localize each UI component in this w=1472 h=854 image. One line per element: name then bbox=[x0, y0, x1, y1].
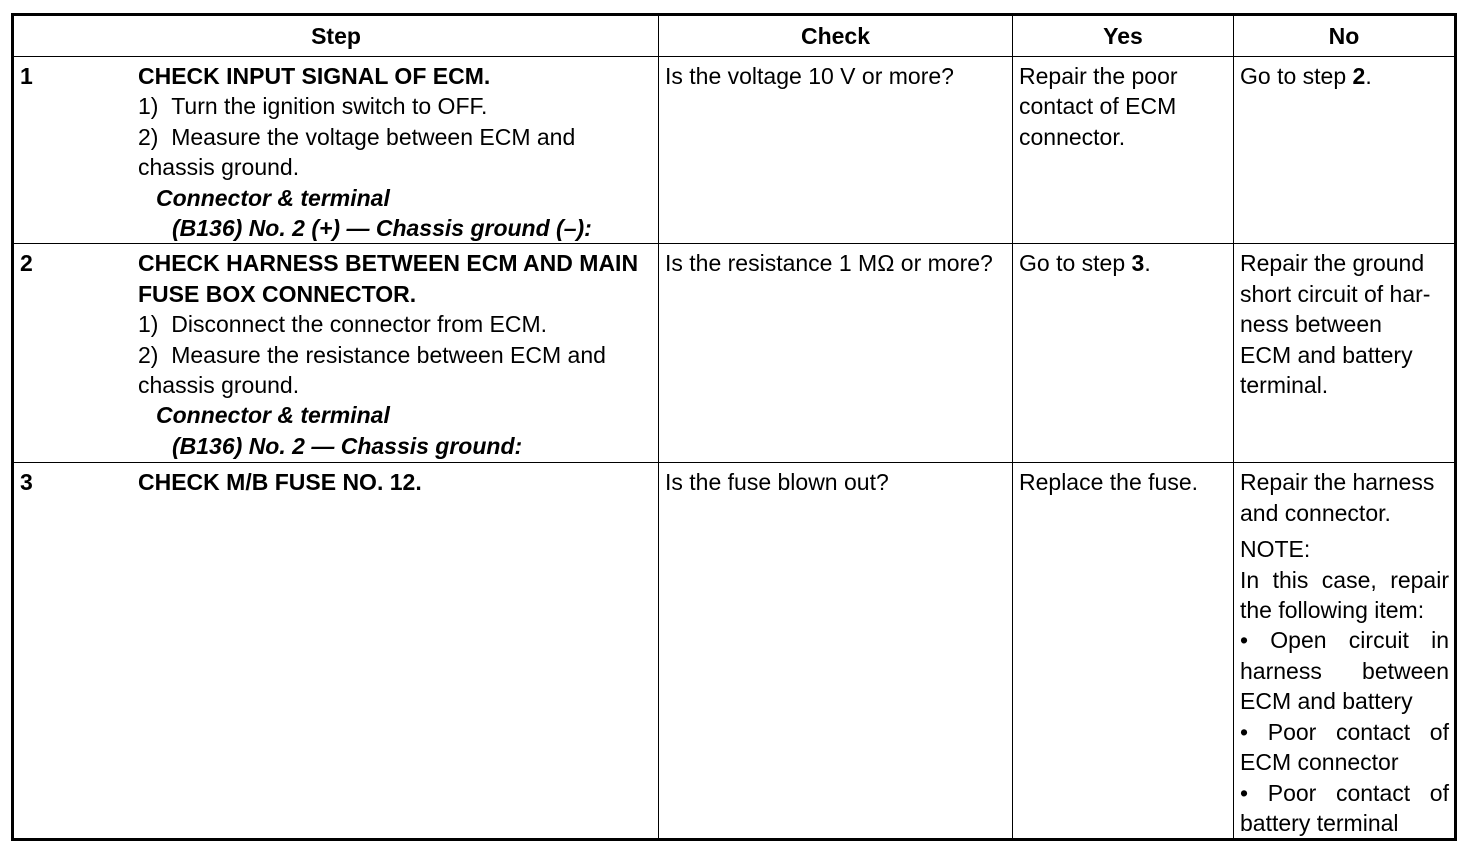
no-suffix: . bbox=[1365, 63, 1372, 89]
bullet-line: • Poor contact of bbox=[1240, 779, 1449, 806]
no-line: Repair the ground bbox=[1240, 250, 1425, 277]
step-number: 1 bbox=[20, 63, 33, 89]
no-cell bbox=[1234, 57, 1456, 244]
step-number: 3 bbox=[20, 469, 33, 496]
table-row bbox=[13, 57, 1456, 244]
check-text: Is the voltage 10 V or more? bbox=[665, 63, 954, 89]
note-label: NOTE: bbox=[1240, 536, 1311, 563]
table-row bbox=[13, 244, 1456, 463]
yes-text: Repair the poor contact of ECM connector. bbox=[1019, 63, 1178, 150]
step-body bbox=[138, 57, 658, 243]
step-title: CHECK INPUT SIGNAL OF ECM. bbox=[138, 63, 491, 89]
no-line: ness between bbox=[1240, 311, 1382, 338]
yes-text bbox=[1013, 244, 1233, 278]
header-no: No bbox=[1234, 15, 1456, 57]
check-cell bbox=[659, 57, 1013, 244]
step-cell bbox=[13, 463, 659, 840]
step-cell bbox=[13, 244, 659, 463]
connector-value: (B136) No. 2 — Chassis ground: bbox=[172, 432, 523, 459]
step-body bbox=[138, 244, 658, 461]
bullet-line: ECM and battery bbox=[1240, 688, 1413, 715]
connector-value: (B136) No. 2 (+) — Chassis ground (–): bbox=[172, 215, 592, 242]
step-body bbox=[138, 463, 658, 497]
note-line: In this case, repair bbox=[1240, 566, 1449, 593]
table-header-row bbox=[13, 15, 1456, 57]
bullet-line: harness between bbox=[1240, 657, 1449, 684]
step-ref: 2 bbox=[1352, 63, 1366, 89]
no-main: Repair the harness and connector. bbox=[1240, 469, 1435, 526]
no-text bbox=[1234, 244, 1454, 400]
connector-label: Connector & terminal bbox=[156, 184, 390, 211]
yes-cell bbox=[1013, 463, 1234, 840]
check-cell bbox=[659, 463, 1013, 840]
no-line: short circuit of har- bbox=[1240, 280, 1431, 307]
no-text bbox=[1234, 463, 1454, 838]
header-yes: Yes bbox=[1013, 15, 1234, 57]
step-cell bbox=[13, 57, 659, 244]
no-cell bbox=[1234, 244, 1456, 463]
yes-suffix: . bbox=[1144, 250, 1151, 277]
check-text: Is the resistance 1 MΩ or more? bbox=[665, 250, 993, 277]
yes-prefix: Go to step bbox=[1019, 250, 1132, 277]
step-number: 2 bbox=[20, 250, 33, 277]
step-instruction: 1) Turn the ignition switch to OFF. bbox=[138, 93, 488, 120]
step-instruction: 2) Measure the resistance between ECM and chassis ground. bbox=[138, 341, 606, 399]
note-line: the following item: bbox=[1240, 597, 1425, 624]
check-cell bbox=[659, 244, 1013, 463]
no-line: ECM and battery bbox=[1240, 341, 1413, 368]
no-text bbox=[1234, 57, 1454, 91]
step-instruction: 1) Disconnect the connector from ECM. bbox=[138, 311, 548, 338]
step-title: CHECK HARNESS BETWEEN ECM AND MAIN FUSE BOX CONNECTOR. bbox=[138, 250, 639, 307]
connector-label: Connector & terminal bbox=[156, 402, 390, 429]
yes-text: Replace the fuse. bbox=[1019, 469, 1199, 496]
bullet-line: battery terminal bbox=[1240, 809, 1399, 836]
header-check: Check bbox=[659, 15, 1013, 57]
yes-cell bbox=[1013, 244, 1234, 463]
check-text: Is the fuse blown out? bbox=[665, 469, 889, 496]
bullet-line: ECM connector bbox=[1240, 749, 1399, 776]
header-step: Step bbox=[13, 15, 659, 57]
no-cell bbox=[1234, 463, 1456, 840]
table-row bbox=[13, 463, 1456, 840]
bullet-line: • Open circuit in bbox=[1240, 627, 1449, 654]
step-instruction: 2) Measure the voltage between ECM and chassis ground. bbox=[138, 123, 576, 181]
yes-cell bbox=[1013, 57, 1234, 244]
no-line: terminal. bbox=[1240, 372, 1329, 399]
step-title: CHECK M/B FUSE NO. 12. bbox=[138, 469, 422, 496]
diagnostic-table bbox=[11, 13, 1457, 841]
bullet-line: • Poor contact of bbox=[1240, 718, 1449, 745]
step-ref: 3 bbox=[1131, 250, 1145, 277]
no-prefix: Go to step bbox=[1240, 63, 1353, 89]
